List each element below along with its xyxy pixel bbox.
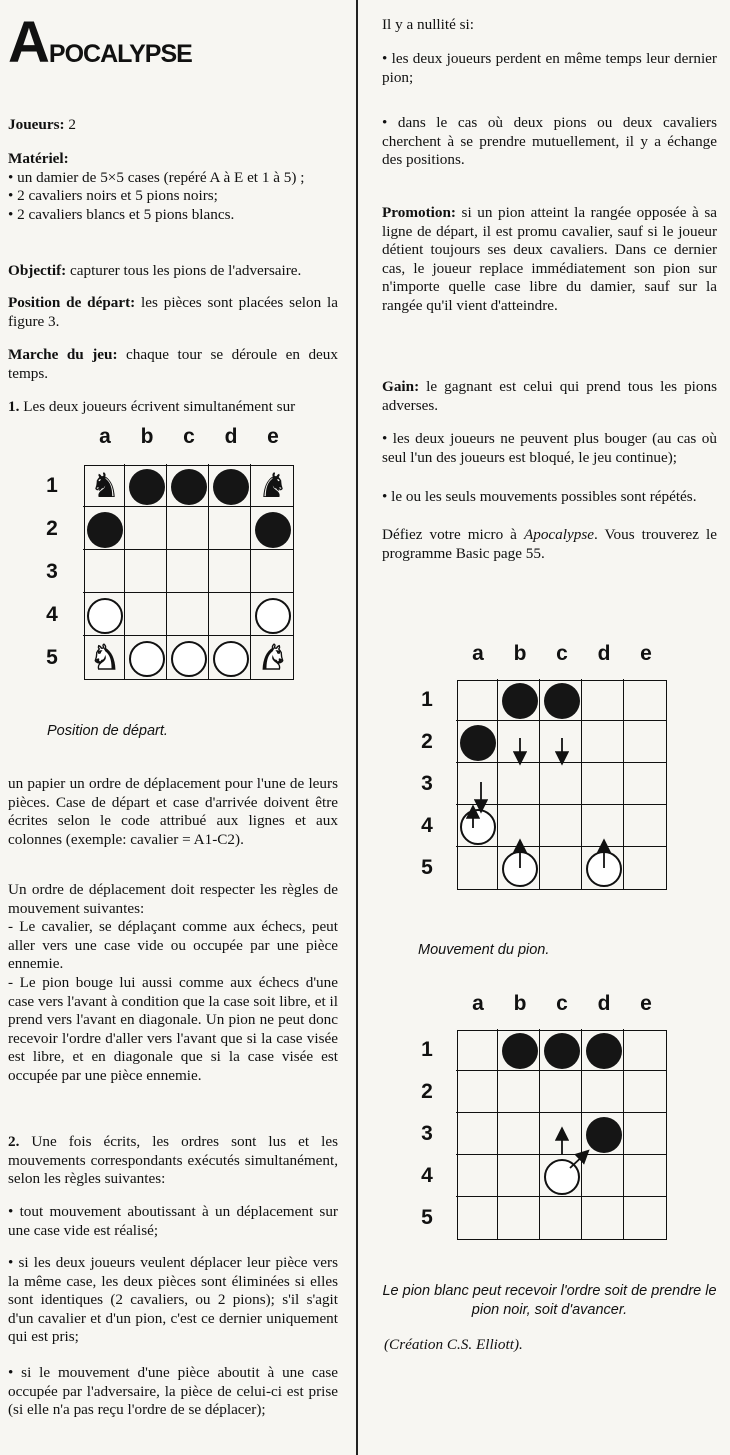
column-label: c — [556, 992, 568, 1015]
column-label: a — [472, 992, 484, 1015]
row-label: 2 — [421, 730, 433, 753]
step2-paragraph: 2. Une fois écrits, les ordres sont lus et les mouvements correspondants exécutés simultanément, selon les règles suivantes: — [8, 1133, 338, 1188]
white-pawn-icon — [171, 641, 207, 677]
white-knight-icon: ♞ — [89, 639, 121, 677]
gain-bullet: • les deux joueurs ne peuvent plus bouger (au cas où seul l'un des joueurs est bloqué, le jeu continue); — [382, 430, 717, 466]
movement-arrows — [415, 640, 675, 900]
black-pawn-icon — [87, 512, 123, 548]
null-bullet: • les deux joueurs perdent en même temps leur dernier pion; — [382, 50, 717, 86]
board-square — [209, 550, 251, 593]
rules-paragraph: Un ordre de déplacement doit respecter les règles de mouvement suivantes: - Le cavalier, se déplaçant comme aux échecs, peut aller vers une case vide ou occupée par une pièce ennemie. - Le pion bouge lui aussi comme aux échecs d'une case vers l'avant à condition que la case soit libre, et il prend vers l'avant en diagonale. Un pion ne peut donc recevoir l'ordre d'aller vers l'avant que si la case visée est libre, et en diagonale que si la case visée est occupée par une pièce ennemie. — [8, 881, 338, 1084]
row-label: 3 — [421, 772, 433, 795]
gain-bullet: • le ou les seuls mouvements possibles sont répétés. — [382, 488, 697, 505]
rule-bullet: • si le mouvement d'une pièce aboutit à une case occupée par l'adversaire, la pièce de celui-ci est prise (si elle n'a pas reçu l'ordre de se déplacer); — [8, 1364, 338, 1419]
column-label: d — [224, 425, 238, 448]
capture-example-board — [415, 990, 675, 1250]
gain-paragraph: Gain: le gagnant est celui qui prend tous les pions adverses. — [382, 378, 717, 414]
row-label: 5 — [421, 1206, 433, 1229]
promotion-paragraph: Promotion: si un pion atteint la rangée opposée à sa ligne de départ, il est promu cavalier, sauf si le joueur détient toujours ses deux cavaliers. Dans ce dernier cas, le joueur replace immédiatement son pion sur n'importe quelle case libre du damier, sauf sur la rangée qu'il vient d'atteindre. — [382, 204, 717, 314]
row-label: 4 — [421, 1164, 433, 1187]
row-label: 2 — [46, 516, 58, 540]
column-label: a — [99, 425, 111, 448]
column-divider — [356, 0, 358, 1455]
black-knight-icon: ♞ — [257, 467, 289, 505]
figure2-caption: Mouvement du pion. — [418, 942, 550, 958]
column-label: c — [556, 642, 568, 665]
column-label: b — [513, 992, 527, 1015]
column-label: c — [183, 425, 195, 448]
board-square — [167, 550, 209, 593]
objective-line: Objectif: capturer tous les pions de l'adversaire. — [8, 262, 302, 279]
board-square — [167, 507, 209, 550]
white-knight-icon: ♞ — [257, 639, 289, 677]
order-paragraph: un papier un ordre de déplacement pour l'une de leurs pièces. Case de départ et case d'arrivée doivent être écrites selon le code attribué aux lignes et aux colonnes (exemple: cavalier = A1-C2). — [8, 775, 338, 848]
page-title: APOCALYPSE — [8, 10, 192, 75]
game-flow-line: Marche du jeu: chaque tour se déroule en deux temps. — [8, 346, 338, 382]
rule-bullet: • si les deux joueurs veulent déplacer leur pièce vers la même case, les deux pièces sont éliminées si elles sont identiques (2 cavaliers, ou 2 pions); s'il s'agit d'un cavalier et d'un pion, c'est ce dernier uniquement qui est pris; — [8, 1254, 338, 1346]
black-pawn-icon — [171, 469, 207, 505]
column-label: d — [597, 642, 611, 665]
board-square — [125, 507, 167, 550]
row-label: 4 — [46, 602, 58, 626]
board-square — [167, 593, 209, 636]
step1-line: 1. Les deux joueurs écrivent simultanément sur — [8, 398, 296, 415]
column-label: b — [513, 642, 527, 665]
column-label: e — [640, 642, 652, 665]
column-label: a — [472, 642, 484, 665]
row-label: 1 — [421, 688, 433, 711]
row-label: 1 — [46, 473, 58, 497]
row-label: 2 — [421, 1080, 433, 1103]
start-position-board — [40, 420, 300, 690]
black-pawn-icon — [213, 469, 249, 505]
row-label: 3 — [421, 1122, 433, 1145]
movement-arrows — [415, 990, 675, 1250]
column-label: e — [640, 992, 652, 1015]
micro-paragraph: Défiez votre micro à Apocalypse. Vous trouverez le programme Basic page 55. — [382, 526, 717, 562]
players-line: Joueurs: 2 — [8, 116, 76, 133]
column-label: b — [140, 425, 154, 448]
pawn-movement-board — [415, 640, 675, 900]
credit-line: (Création C.S. Elliott). — [384, 1336, 523, 1353]
null-intro: Il y a nullité si: — [382, 16, 474, 33]
black-pawn-icon — [255, 512, 291, 548]
board-square — [251, 550, 293, 593]
material-item: • un damier de 5×5 cases (repéré A à E et 1 à 5) ; — [8, 168, 305, 186]
material-item: • 2 cavaliers blancs et 5 pions blancs. — [8, 205, 235, 223]
board-square — [209, 507, 251, 550]
rule-bullet: • tout mouvement aboutissant à un déplacement sur une case vide est réalisé; — [8, 1203, 338, 1239]
white-pawn-icon — [129, 641, 165, 677]
material-section: Matériel: • un damier de 5×5 cases (repéré A à E et 1 à 5) ; • 2 cavaliers noirs et 5 pions noirs; • 2 cavaliers blancs et 5 pions blancs. — [8, 150, 338, 224]
row-label: 4 — [421, 814, 433, 837]
row-label: 5 — [46, 645, 58, 669]
white-pawn-icon — [255, 598, 291, 634]
figure3-caption: Le pion blanc peut recevoir l'ordre soit de prendre le pion noir, soit d'avancer. — [382, 1283, 717, 1318]
board-square — [125, 593, 167, 636]
row-label: 5 — [421, 856, 433, 879]
black-knight-icon: ♞ — [89, 467, 121, 505]
board-square — [83, 550, 125, 593]
start-position-line: Position de départ: les pièces sont placées selon la figure 3. — [8, 294, 338, 330]
row-label: 3 — [46, 559, 58, 583]
board-square — [209, 593, 251, 636]
white-pawn-icon — [213, 641, 249, 677]
board-square — [125, 550, 167, 593]
column-label: e — [267, 425, 279, 448]
row-label: 1 — [421, 1038, 433, 1061]
material-item: • 2 cavaliers noirs et 5 pions noirs; — [8, 187, 218, 205]
figure1-caption: Position de départ. — [47, 723, 168, 739]
column-label: d — [597, 992, 611, 1015]
black-pawn-icon — [129, 469, 165, 505]
movement-arrow — [570, 1152, 587, 1168]
null-bullet: • dans le cas où deux pions ou deux cavaliers cherchent à se prendre mutuellement, il y a échange des positions. — [382, 114, 717, 169]
white-pawn-icon — [87, 598, 123, 634]
